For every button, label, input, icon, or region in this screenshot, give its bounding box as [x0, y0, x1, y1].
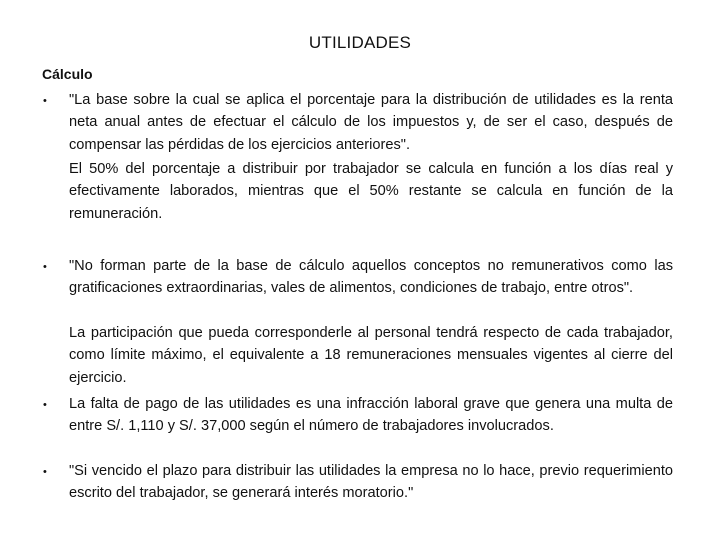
slide-title: UTILIDADES	[308, 33, 412, 52]
paragraph-interes-moratorio: "Si vencido el plazo para distribuir las utilidades la empresa no lo hace, previo requerimiento escrito del trabajador, se generará interés moratorio."	[69, 463, 673, 502]
bullet-marker: •	[43, 399, 47, 411]
paragraph-porcentaje-distribucion: El 50% del porcentaje a distribuir por trabajador se calcula en función a los días real y efectivamente laborados, mientras que el 50% restante se calcula en función de la remuneración.	[69, 161, 673, 222]
paragraph-base-calculo: "La base sobre la cual se aplica el porcentaje para la distribución de utilidades es la renta neta anual antes de efectuar el cálculo de los impuestos y, de ser el caso, después de compensar las pérdidas de los ejercicios anteriores".	[69, 92, 673, 153]
paragraph-infraccion: La falta de pago de las utilidades es una infracción laboral grave que genera una multa de entre S/. 1,110 y S/. 37,000 según el número de trabajadores involucrados.	[69, 396, 673, 435]
paragraph-conceptos-excluidos: "No forman parte de la base de cálculo aquellos conceptos no remunerativos como las gratificaciones extraordinarias, vales de alimentos, condiciones de trabajo, entre otros".	[69, 258, 673, 297]
bullet-marker: •	[43, 261, 47, 273]
paragraph-limite-maximo: La participación que pueda corresponderle al personal tendrá respecto de cada trabajador, como límite máximo, el equivalente a 18 remuneraciones mensuales vigentes al cierre del ejercicio.	[69, 325, 673, 386]
bullet-marker: •	[43, 95, 47, 107]
bullet-marker: •	[43, 466, 47, 478]
section-heading: Cálculo	[42, 66, 93, 82]
